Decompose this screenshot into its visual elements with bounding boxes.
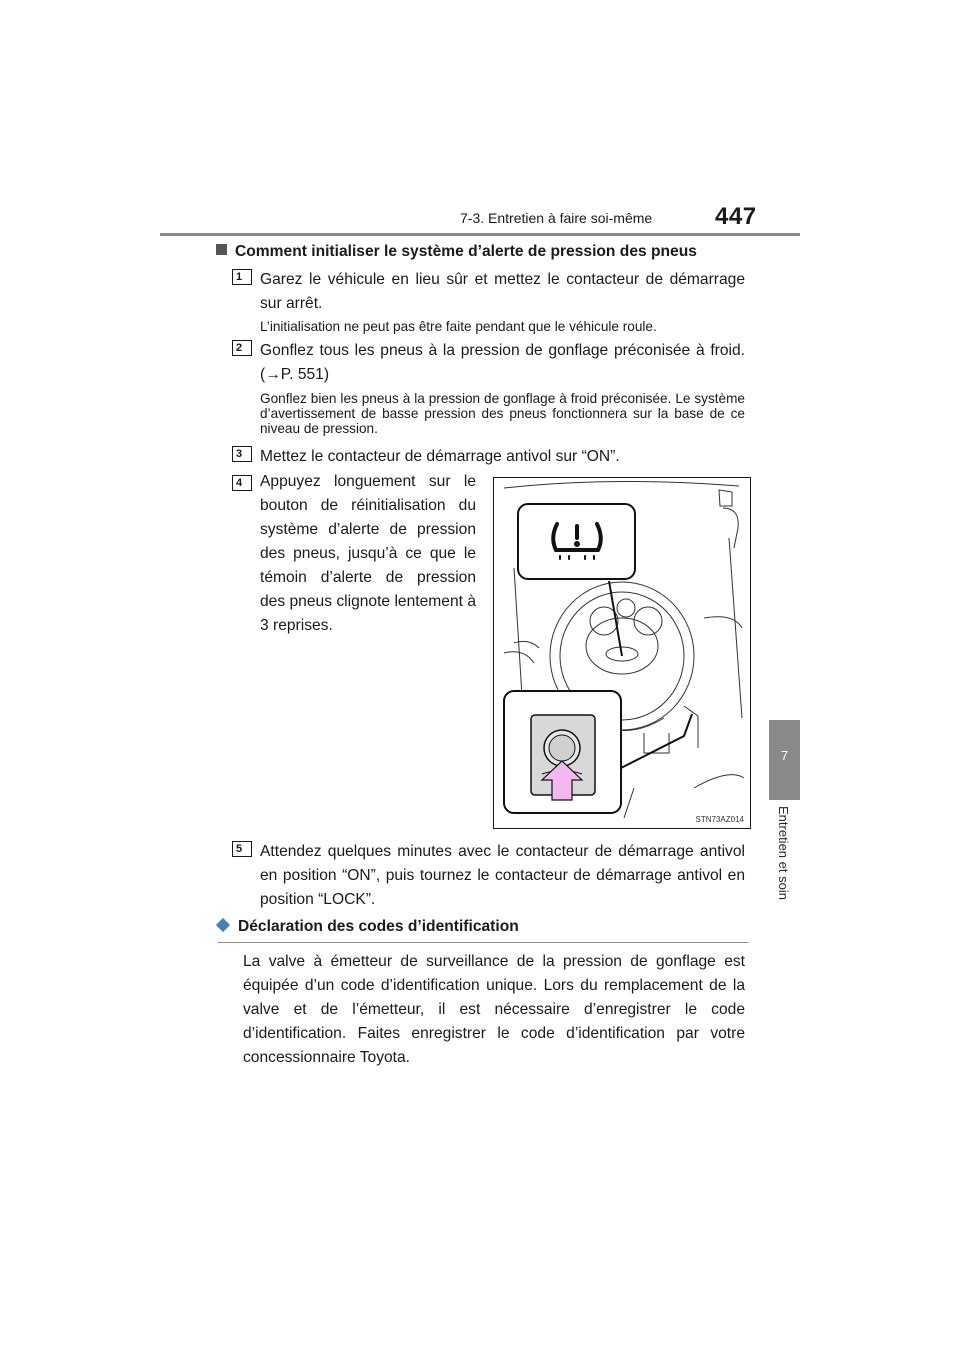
step-2-note: Gonflez bien les pneus à la pression de gonflage à froid préconisée. Le système d’avertissement de basse pression des pneus fonctionnera sur la base de ce niveau de pression.: [260, 391, 745, 436]
step-1-text: Garez le véhicule en lieu sûr et mettez le contacteur de démarrage sur arrêt.: [260, 271, 745, 312]
dashboard-illustration: [493, 477, 751, 829]
page-number: 447: [715, 203, 757, 230]
header-divider: [160, 233, 800, 236]
section-heading-text: Comment initialiser le système d’alerte de pression des pneus: [235, 243, 697, 260]
step-number-5: 5: [232, 841, 252, 857]
subsection-heading: [218, 918, 519, 936]
step-5-text: Attendez quelques minutes avec le contacteur de démarrage antivol en position “ON”, puis tournez le contacteur de démarrage antivol en position “LOCK”.: [260, 843, 745, 908]
figure-label: STN73AZ014: [695, 815, 744, 824]
square-bullet-icon: [216, 244, 227, 255]
section-heading: [216, 243, 697, 261]
step-number-1: 1: [232, 269, 252, 285]
step-number-2: 2: [232, 340, 252, 356]
diamond-bullet-icon: [216, 918, 230, 932]
subsection-heading-text: Déclaration des codes d’identification: [238, 918, 519, 935]
step-number-4: 4: [232, 475, 252, 491]
step-3-text: Mettez le contacteur de démarrage antivol sur “ON”.: [260, 448, 620, 465]
chapter-title-tab: [769, 800, 800, 930]
dashboard-drawing: [494, 478, 750, 828]
step-2-text: Gonflez tous les pneus à la pression de gonflage préconisée à froid. (→P. 551): [260, 342, 745, 383]
body-paragraph: La valve à émetteur de surveillance de la pression de gonflage est équipée d’un code d’identification unique. Lors du remplacement de la valve et de l’émetteur, il est nécessaire d’enregistrer le code d’identification. Faites enregistrer le code d’identification par votre concessionnaire Toyota.: [243, 953, 745, 1066]
chapter-title: Entretien et soin: [776, 806, 791, 900]
step-number-3: 3: [232, 446, 252, 462]
section-title: 7-3. Entretien à faire soi-même: [460, 210, 653, 226]
step-4-text: Appuyez longuement sur le bouton de réinitialisation du système d’alerte de pression des pneus, jusqu’à ce que le témoin d’alerte de pression des pneus clignote lentement à 3 reprises.: [260, 473, 476, 634]
subsection-divider: [218, 942, 748, 943]
step-1-note: L’initialisation ne peut pas être faite pendant que le véhicule roule.: [260, 319, 657, 334]
chapter-number: 7: [780, 748, 789, 763]
chapter-tab: [769, 720, 800, 800]
